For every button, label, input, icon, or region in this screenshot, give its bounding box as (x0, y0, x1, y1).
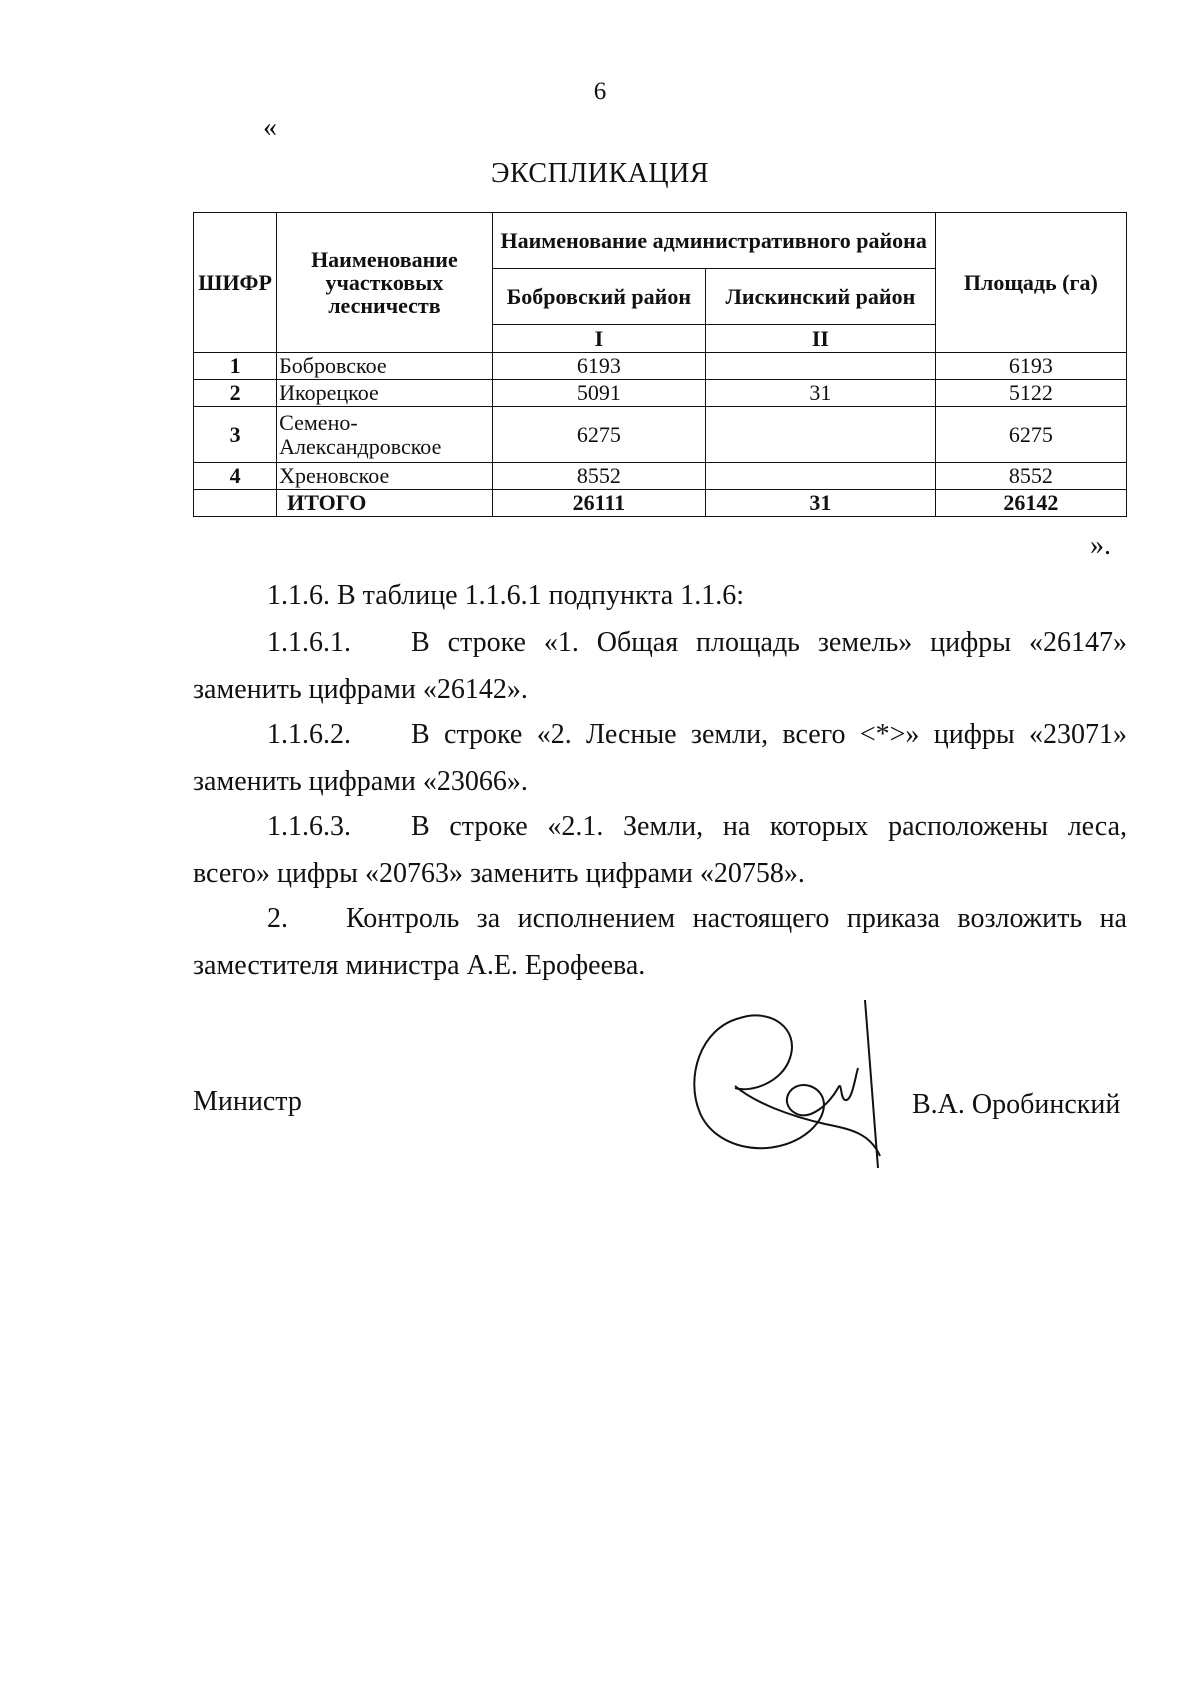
signatory-title: Министр (193, 1086, 302, 1117)
table-row (194, 353, 1127, 380)
paragraph-1-1-6-2 (193, 711, 1127, 805)
row-district-1-value: 6193 (492, 353, 705, 380)
paragraph-number: 1.1.6.3. (267, 811, 351, 842)
signature-stroke (735, 1015, 792, 1089)
row-area: 6193 (935, 353, 1126, 380)
row-district-2-value (706, 407, 936, 463)
total-district-2: 31 (706, 490, 936, 517)
paragraph-number: 1.1.6.2. (267, 719, 351, 750)
row-district-1-value: 6275 (492, 407, 705, 463)
row-district-2-value (706, 353, 936, 380)
row-name: Бобровское (277, 353, 492, 380)
header-district-1-numeral: I (492, 325, 705, 353)
paragraph-line: В строке «2. Лесные земли, всего <*>» цифры «23071» (411, 719, 1127, 750)
total-district-1: 26111 (492, 490, 705, 517)
header-district-2: Лискинский район (706, 269, 936, 325)
paragraph-line: В строке «1. Общая площадь земель» цифры «26147» (411, 627, 1127, 658)
signatory-name: В.А. Оробинский (912, 1089, 1121, 1120)
row-district-1-value: 5091 (492, 380, 705, 407)
row-code: 1 (194, 353, 277, 380)
total-area: 26142 (935, 490, 1126, 517)
closing-quote: ». (1090, 530, 1111, 561)
header-forestry-name: Наименование участковых лесничеств (277, 213, 492, 353)
header-district-1: Бобровский район (492, 269, 705, 325)
header-code: ШИФР (194, 213, 277, 353)
header-area: Площадь (га) (935, 213, 1126, 353)
opening-quote: « (263, 112, 277, 143)
paragraph-number: 1.1.6.1. (267, 627, 351, 658)
paragraph-line: заменить цифрами «26142». (193, 674, 528, 705)
header-admin-district: Наименование административного района (492, 213, 935, 269)
total-code-empty (194, 490, 277, 517)
paragraph-1-1-6-3 (193, 803, 1127, 897)
paragraph-line: заместителя министра А.Е. Ерофеева. (193, 950, 646, 981)
paragraph-line: В строке «2.1. Земли, на которых расположены леса, (411, 811, 1127, 842)
paragraph-number: 2. (267, 903, 288, 934)
row-district-1-value: 8552 (492, 463, 705, 490)
signature-stroke (694, 1018, 858, 1148)
table-total-row (194, 490, 1127, 517)
paragraph-line: всего» цифры «20763» заменить цифрами «20758». (193, 858, 805, 889)
row-code: 2 (194, 380, 277, 407)
header-district-2-numeral: II (706, 325, 936, 353)
row-name: Икорецкое (277, 380, 492, 407)
paragraph-line: Контроль за исполнением настоящего приказа возложить на (346, 903, 1127, 934)
signature-image (680, 998, 900, 1173)
table-row (194, 407, 1127, 463)
paragraph-line: заменить цифрами «23066». (193, 766, 528, 797)
paragraph-1-1-6: 1.1.6. В таблице 1.1.6.1 подпункта 1.1.6: (267, 580, 745, 611)
row-district-2-value (706, 463, 936, 490)
paragraph-1-1-6-1 (193, 619, 1127, 713)
table-row (194, 380, 1127, 407)
signature-stroke (735, 1086, 880, 1156)
row-code: 4 (194, 463, 277, 490)
paragraph-2 (193, 895, 1127, 989)
total-label: ИТОГО (277, 490, 492, 517)
explication-table (193, 212, 1127, 517)
table-row (194, 463, 1127, 490)
row-code: 3 (194, 407, 277, 463)
row-area: 8552 (935, 463, 1126, 490)
table-title: ЭКСПЛИКАЦИЯ (490, 158, 710, 189)
row-name: Семено-Александровское (277, 407, 492, 463)
row-district-2-value: 31 (706, 380, 936, 407)
row-area: 5122 (935, 380, 1126, 407)
row-area: 6275 (935, 407, 1126, 463)
row-name: Хреновское (277, 463, 492, 490)
page-number: 6 (593, 78, 607, 105)
